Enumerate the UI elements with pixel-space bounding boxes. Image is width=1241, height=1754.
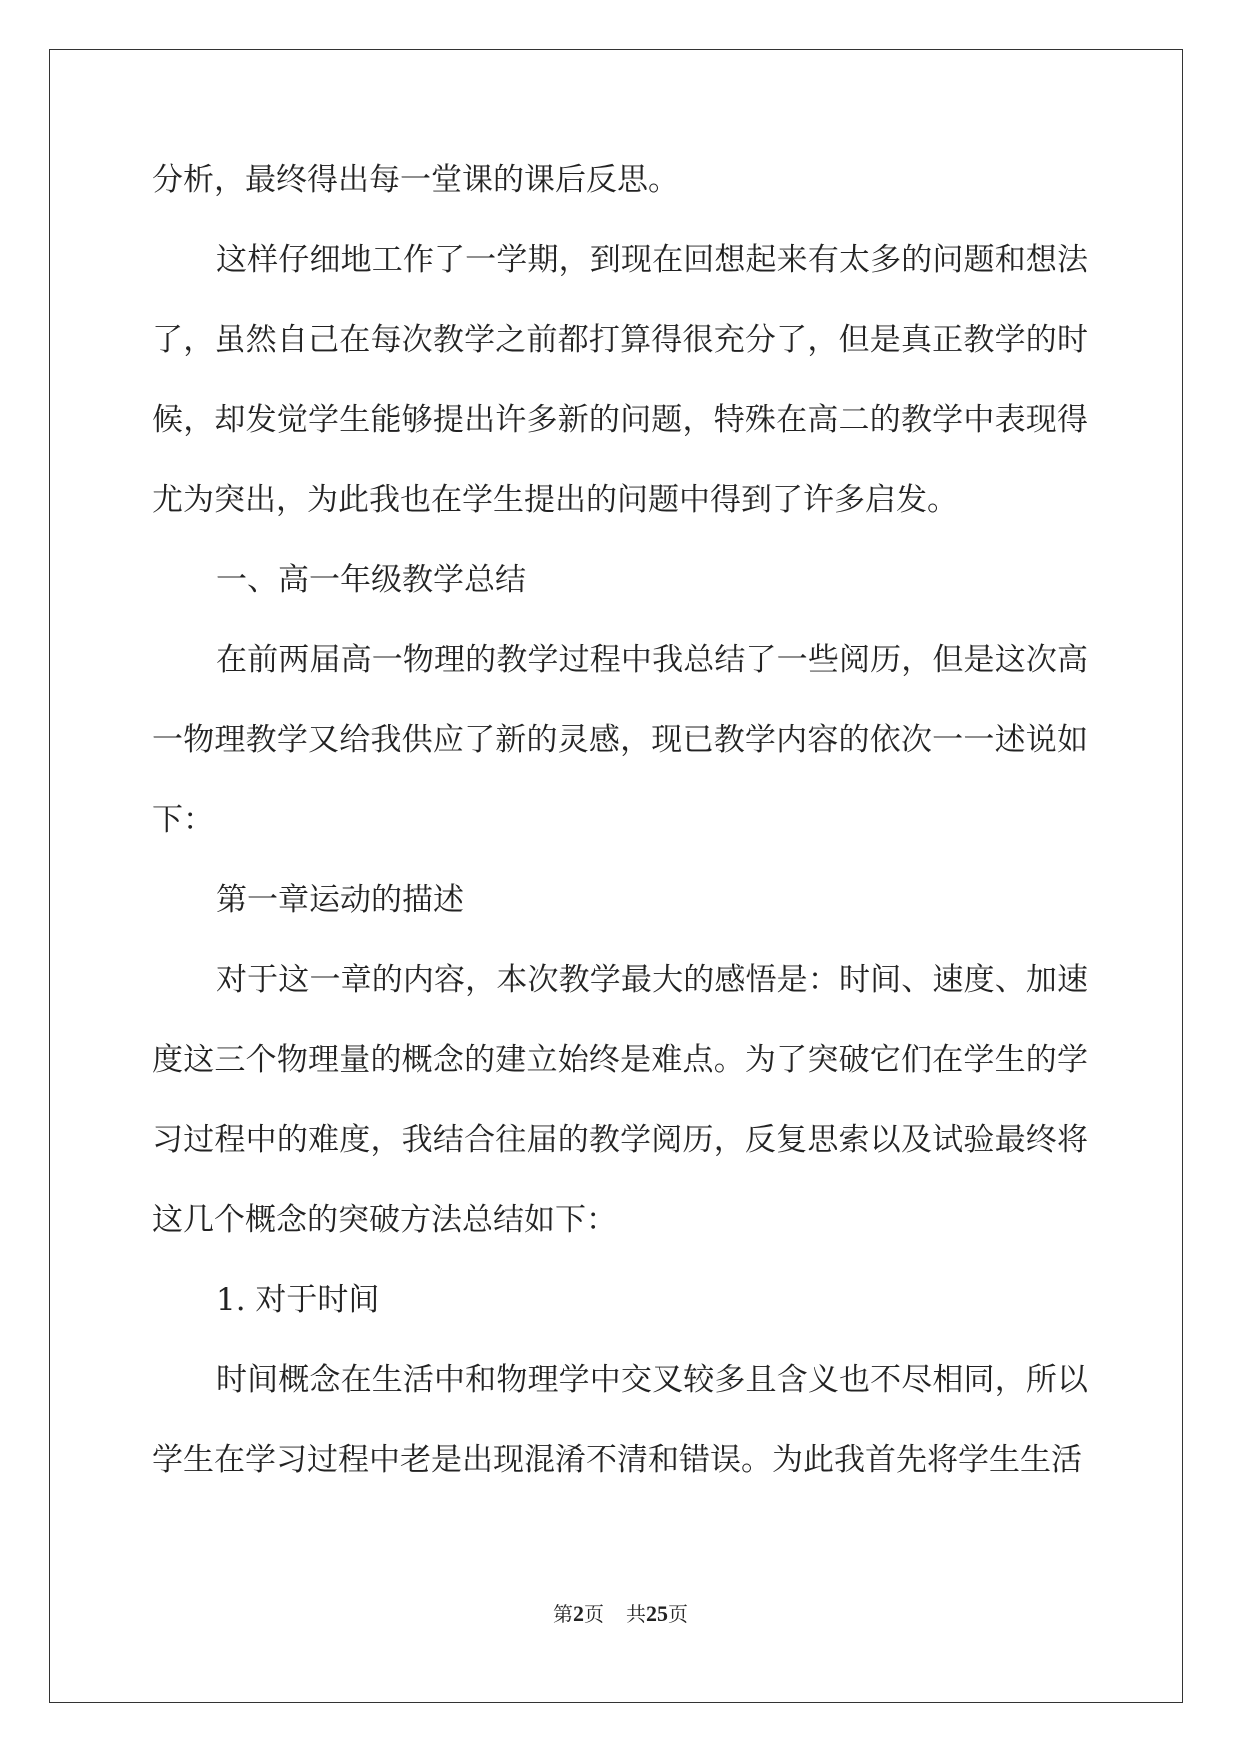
paragraph: 时间概念在生活中和物理学中交叉较多且含义也不尽相同，所以学生在学习过程中老是出现混淆不清和错误。为此我首先将学生生活 <box>152 1362 1088 1478</box>
page-prefix: 第 <box>553 1602 573 1626</box>
total-suffix: 页 <box>668 1602 688 1626</box>
total-pages-number: 25 <box>646 1601 668 1626</box>
subsection-heading: 1. 对于时间 <box>216 1282 380 1318</box>
chapter-heading: 第一章运动的描述 <box>216 882 464 918</box>
document-body <box>152 160 1088 1500</box>
paragraph: 在前两届高一物理的教学过程中我总结了一些阅历，但是这次高一物理教学又给我供应了新的灵感，现已教学内容的依次一一述说如下： <box>152 642 1088 838</box>
page-footer <box>0 1598 1241 1627</box>
current-page-number: 2 <box>573 1601 584 1626</box>
page-suffix: 页 <box>584 1602 604 1626</box>
total-prefix: 共 <box>626 1602 646 1626</box>
section-heading: 一、高一年级教学总结 <box>216 562 526 598</box>
paragraph: 分析，最终得出每一堂课的课后反思。 <box>152 162 679 198</box>
paragraph: 这样仔细地工作了一学期，到现在回想起来有太多的问题和想法了，虽然自己在每次教学之前都打算得很充分了，但是真正教学的时候，却发觉学生能够提出许多新的问题，特殊在高二的教学中表现得尤为突出，为此我也在学生提出的问题中得到了许多启发。 <box>152 242 1088 518</box>
paragraph: 对于这一章的内容，本次教学最大的感悟是：时间、速度、加速度这三个物理量的概念的建立始终是难点。为了突破它们在学生的学习过程中的难度，我结合往届的教学阅历，反复思索以及试验最终将这几个概念的突破方法总结如下： <box>152 962 1088 1238</box>
